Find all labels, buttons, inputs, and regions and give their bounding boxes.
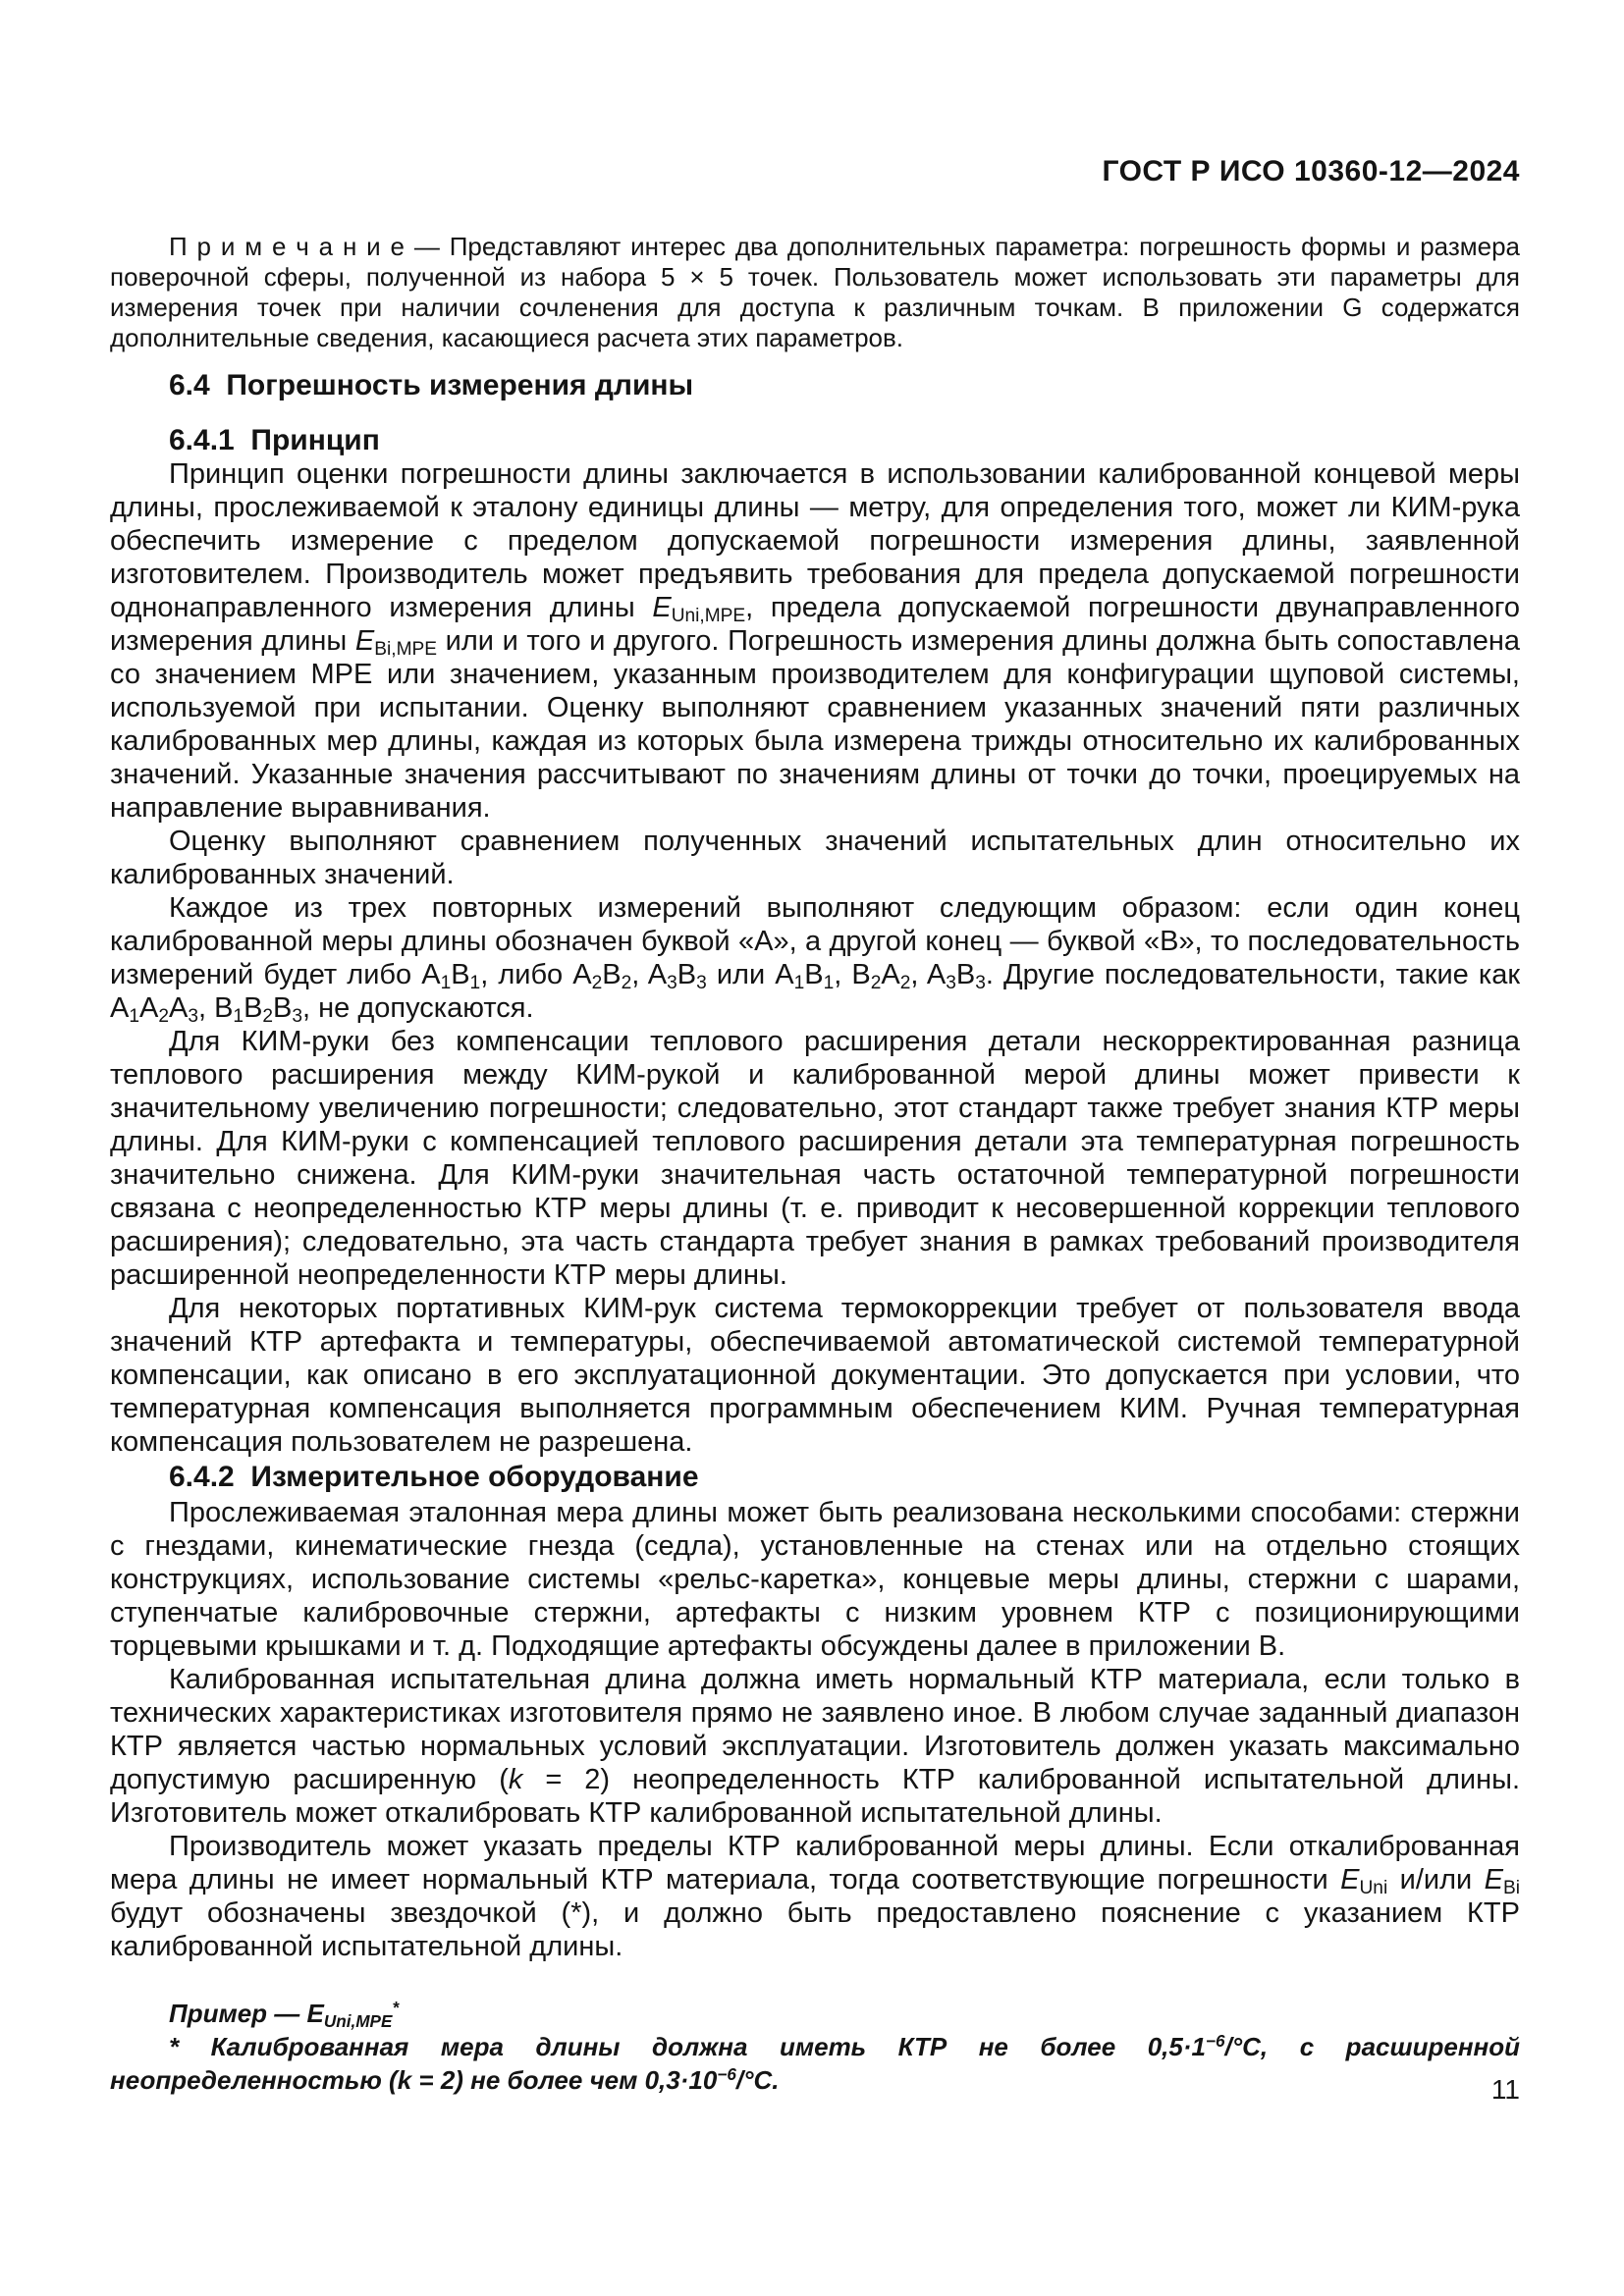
paragraph-thermal-correction: Для некоторых портативных КИМ-рук система термокоррекции требует от пользователя ввода значений КТР артефакта и температуры, обеспечиваемой автоматической системой температурной компенсации, как описано в его эксплуатационной документации. Это допускается при условии, что температурная компенсация выполняется программным обеспечением КИМ. Ручная температурная компенсация пользователем не разрешена. bbox=[110, 1293, 1520, 1458]
note-paragraph: П р и м е ч а н и е — Представляют интерес два дополнительных параметра: погрешность формы и размера поверочной сферы, полученной из набора 5 × 5 точек. Пользователь может использовать эти параметры для измерения точек при наличии сочленения для доступа к различным точкам. В приложении G содержатся дополнительные сведения, касающиеся расчета этих параметров. bbox=[110, 232, 1520, 352]
page-content bbox=[110, 232, 1520, 2097]
paragraph-thermal-expansion: Для КИМ-руки без компенсации теплового расширения детали нескорректированная разница теплового расширения между КИМ-рукой и калиброванной мерой длины может привести к значительному увеличению погрешности; следовательно, этот стандарт также требует знания КТР меры длины. Для КИМ-руки с компенсацией теплового расширения детали эта температурная погрешность значительно снижена. Для КИМ-руки значительная часть остаточной температурной погрешности связана с неопределенностью КТР меры длины (т. е. приводит к несовершенной коррекции теплового расширения); следовательно, эта часть стандарта требует знания в рамках требований производителя расширенной неопределенности КТР меры длины. bbox=[110, 1026, 1520, 1291]
paragraph-measurement-sequence: Каждое из трех повторных измерений выполняют следующим образом: если один конец калиброванной меры длины обозначен буквой «А», а другой конец — буквой «В», то последовательность измерений будет либо $A_1B_1$, либо $A_2B_2$, $A_3B_3$ или $A_1B_1$, $B_2A_2$, $A_3B_3$. Другие последовательности, такие как $A_1A_2A_3$, $B_1B_2B_3$, не допускаются. bbox=[110, 892, 1521, 1028]
heading-6-4-length-measurement-error: 6.4 Погрешность измерения длины bbox=[169, 369, 694, 401]
paragraph-cte-limits: Производитель может указать пределы КТР калиброванной меры длины. Если откалиброванная мера длины не имеет нормальный КТР материала, тогда соответствующие погрешности $E_{Uni}$ и/или $E_{Bi}$ будут обозначены звездочкой (*), и должно быть предоставлено пояснение с указанием КТР калиброванной испытательной длины. bbox=[110, 1831, 1520, 1962]
example-line: Пример — $E_{Uni,MPE}^*$ bbox=[169, 1998, 400, 2031]
document-code-header: ГОСТ Р ИСО 10360-12—2024 bbox=[1102, 155, 1520, 187]
paragraph-principle: Принцип оценки погрешности длины заключается в использовании калиброванной концевой меры длины, прослеживаемой к эталону единицы длины — метру, для определения того, может ли КИМ-рука обеспечить измерение с пределом допускаемой погрешности измерения длины, заявленной изготовителем. Производитель может предъявить требования для предела допускаемой погрешности однонаправленного измерения длины $E_{Uni,MPE}$, предела допускаемой погрешности двунаправленного измерения длины $E_{Bi,MPE}$ или и того и другого. Погрешность измерения длины должна быть сопоставлена со значением MPE или значением, указанным производителем для конфигурации щуповой системы, используемой при испытании. Оценку выполняют сравнением указанных значений пяти различных калиброванных мер длины, каждая из которых была измерена трижды относительно их калиброванных значений. Указанные значения рассчитывают по значениям длины от точки до точки, проецируемых на направление выравнивания. bbox=[110, 458, 1521, 824]
paragraph-cte-requirements: Калиброванная испытательная длина должна иметь нормальный КТР материала, если только в технических характеристиках изготовителя прямо не заявлено иное. В любом случае заданный диапазон КТР является частью нормальных условий эксплуатации. Изготовитель должен указать максимально допустимую расширенную (k = 2) неопределенность КТР калиброванной испытательной длины. Изготовитель может откалибровать КТР калиброванной испытательной длины. bbox=[110, 1664, 1521, 1829]
page-number: 11 bbox=[1490, 2074, 1520, 2105]
footnote-line: * Калиброванная мера длины должна иметь КТР не более $0,5\cdot 1^{-6}/^\circ С$, с расширенной неопределенностью (k = 2) не более чем $0,3\cdot 10^{-6}/^\circ С$. bbox=[110, 2031, 1521, 2095]
paragraph-reference-length-realization: Прослеживаемая эталонная мера длины может быть реализована несколькими способами: стержни с гнездами, кинематические гнезда (седла), установленные на стенах или на отдельно стоящих конструкциях, использование системы «рельс-каретка», концевые меры длины, стержни с шарами, ступенчатые калибровочные стержни, артефакты с низким уровнем КТР с позиционирующими торцевыми крышками и т. д. Подходящие артефакты обсуждены далее в приложении В. bbox=[110, 1497, 1520, 1662]
heading-6-4-1-principle: 6.4.1 Принцип bbox=[169, 424, 380, 456]
heading-6-4-2-measuring-equipment: 6.4.2 Измерительное оборудование bbox=[169, 1461, 699, 1493]
paragraph-evaluation-comparison: Оценку выполняют сравнением полученных значений испытательных длин относительно их калиброванных значений. bbox=[110, 826, 1520, 890]
